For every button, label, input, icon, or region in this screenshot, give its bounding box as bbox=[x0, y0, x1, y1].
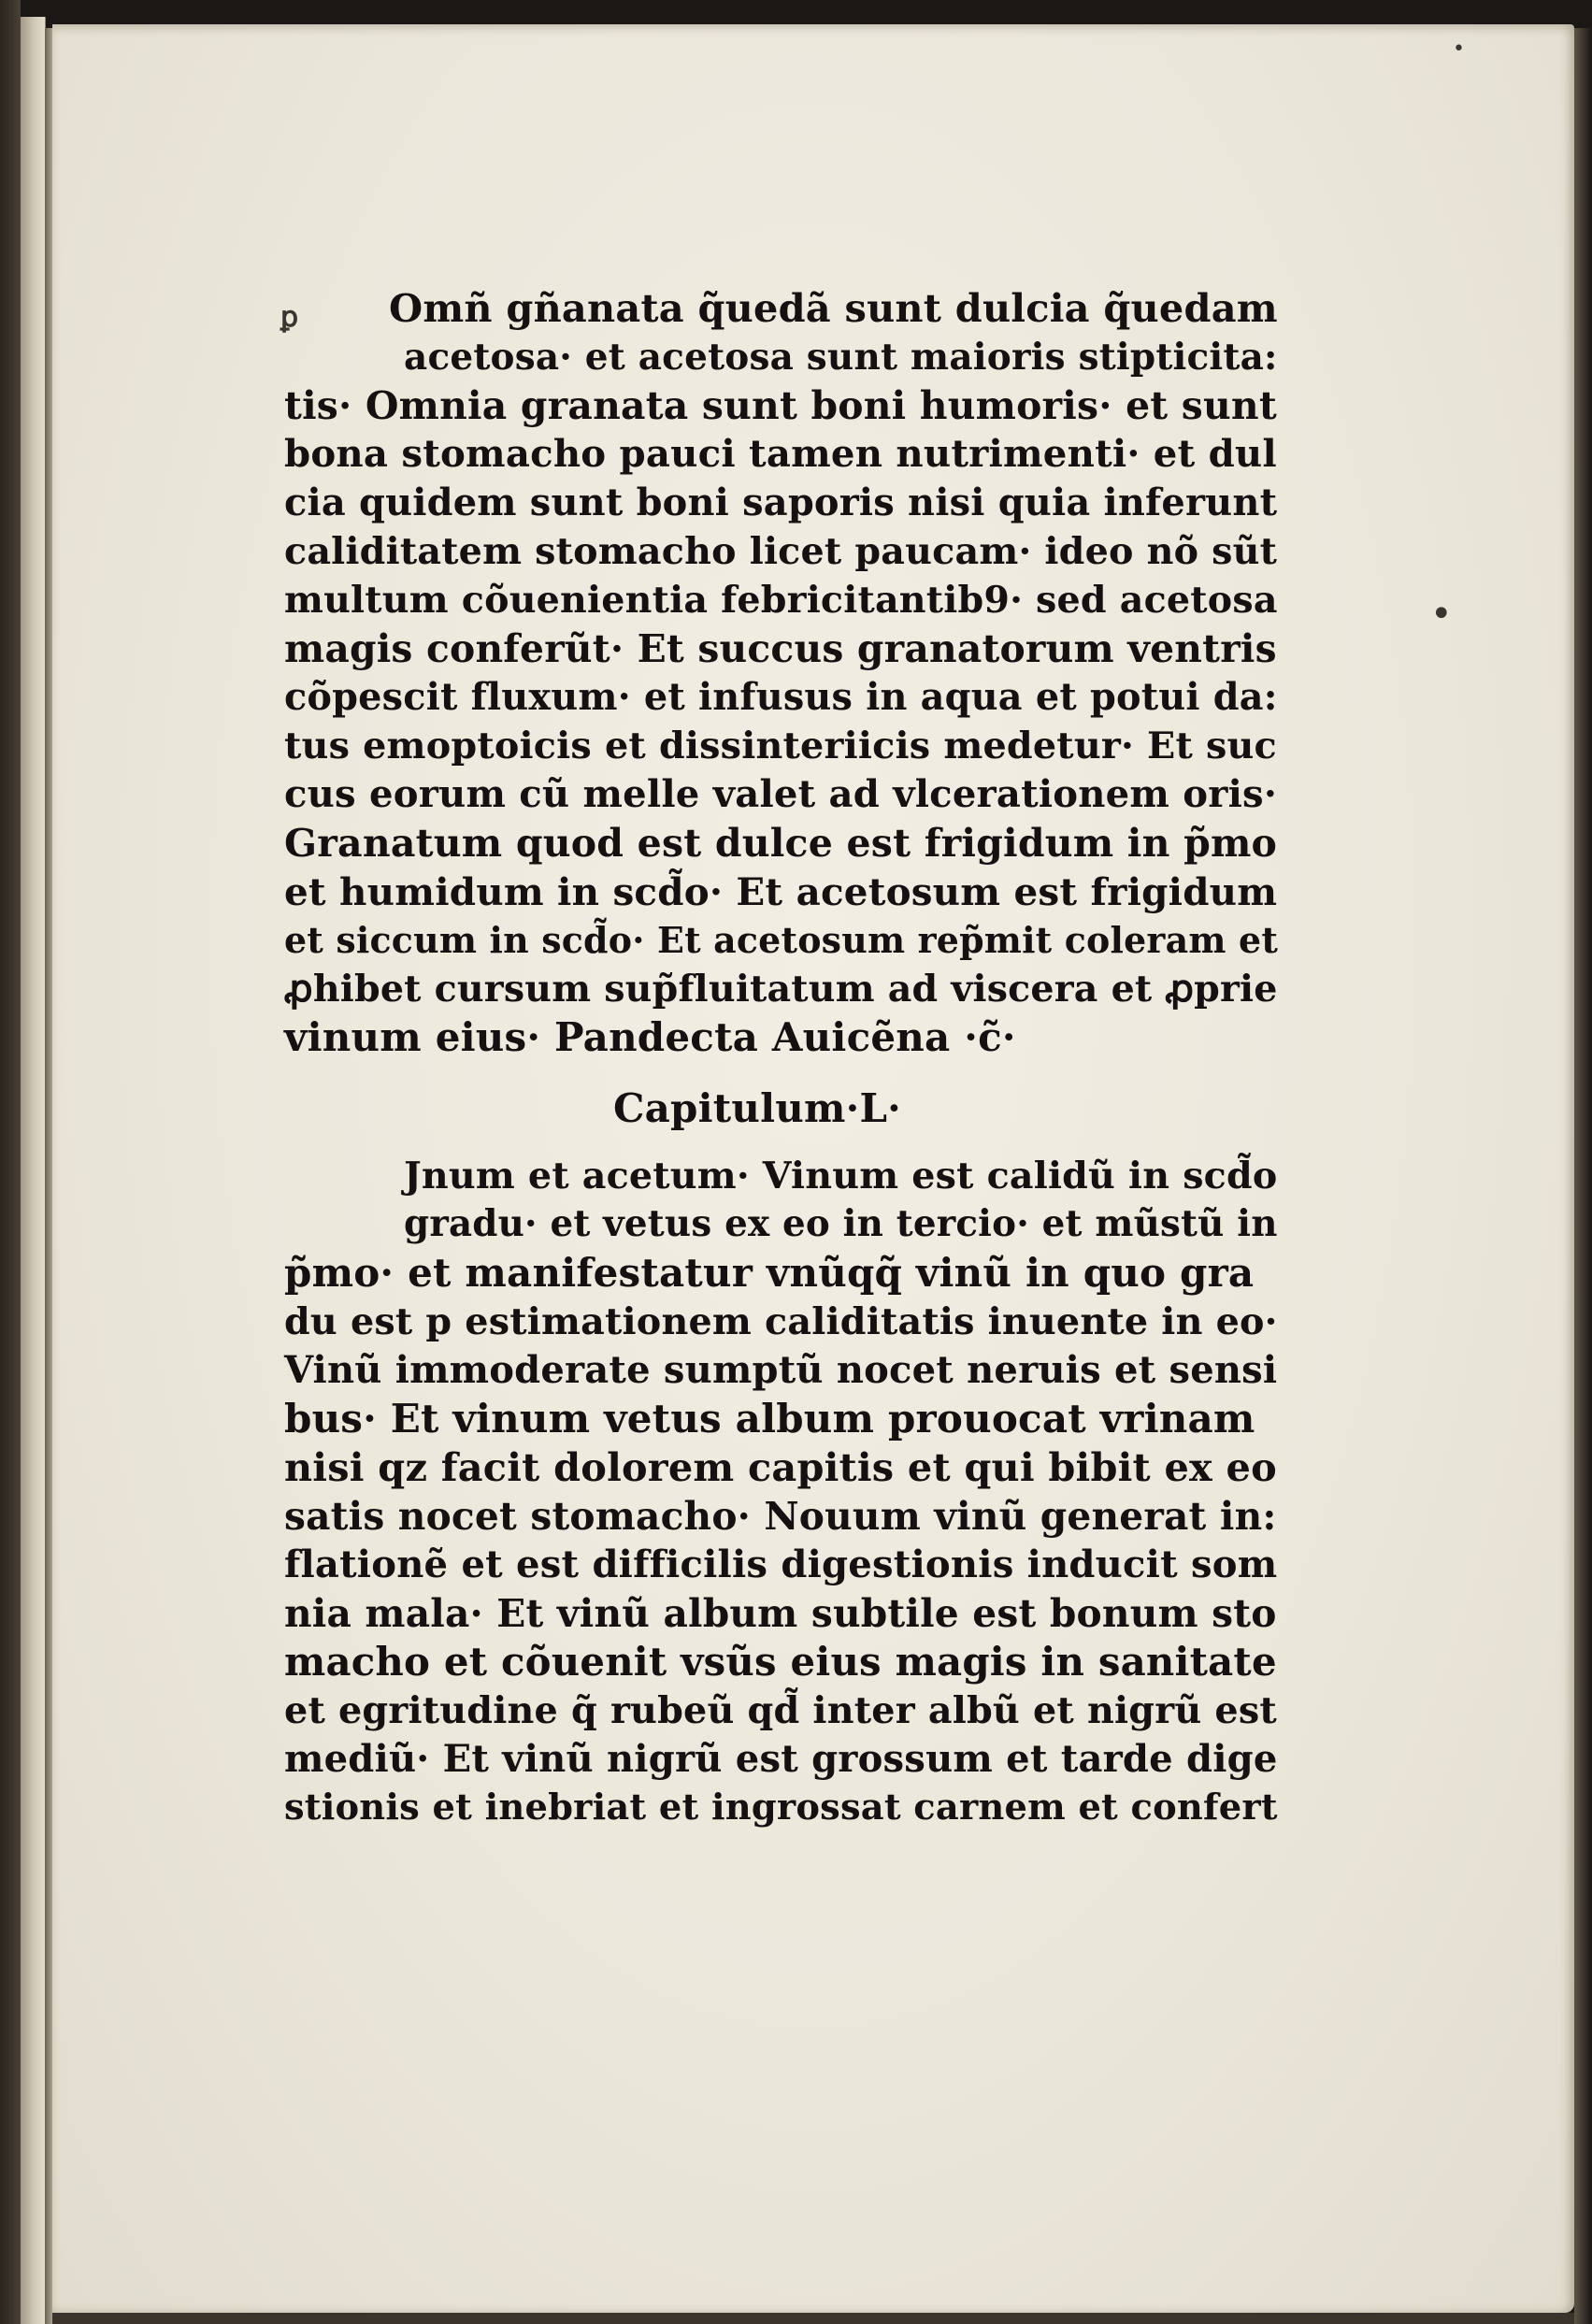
text-line: cõpescit fluxum· et infusus in aqua et potui da: bbox=[284, 676, 1278, 719]
text-line: ꝓhibet cursum sup̃fluitatum ad viscera et ꝓprie bbox=[284, 968, 1278, 1011]
text-line: nia mala· Et vinũ album subtile est bonum sto bbox=[284, 1591, 1277, 1636]
text-line: flationẽ et est difficilis digestionis inducit som bbox=[284, 1542, 1278, 1586]
book-binding bbox=[0, 0, 21, 2324]
text-line: caliditatem stomacho licet paucam· ideo nõ sũt bbox=[284, 530, 1278, 573]
text-line: tis· Omnia granata sunt boni humoris· et sunt bbox=[284, 383, 1277, 428]
text-line: satis nocet stomacho· Nouum vinũ generat in: bbox=[284, 1494, 1277, 1539]
guide-letter-mark: ꝑ bbox=[280, 301, 299, 334]
text-line: gradu· et vetus ex eo in tercio· et mũstũ in bbox=[404, 1203, 1278, 1245]
text-line: vinum eius· Pandecta Auicẽna ·c̃· bbox=[284, 1014, 1016, 1060]
text-line: Omñ gñanata q̃uedã sunt dulcia q̃uedam bbox=[389, 285, 1278, 331]
text-line: et egritudine q̃ rubeũ qd̃ inter albũ et nigrũ est bbox=[284, 1689, 1277, 1732]
margin-dot-2: • bbox=[1453, 37, 1465, 61]
text-line: Granatum quod est dulce est frigidum in p̃mo bbox=[284, 820, 1278, 866]
text-line: tus emoptoicis et dissinteriicis medetur· Et suc bbox=[284, 724, 1277, 767]
page-bottom-edge bbox=[52, 2313, 1574, 2324]
chapter-heading: Capitulum·L· bbox=[613, 1085, 902, 1131]
text-line: acetosa· et acetosa sunt maioris stipticita: bbox=[404, 336, 1278, 379]
text-line: mediũ· Et vinũ nigrũ est grossum et tarde dige bbox=[284, 1737, 1278, 1781]
text-line: stionis et inebriat et ingrossat carnem et confert bbox=[284, 1786, 1278, 1829]
text-line: p̃mo· et manifestatur vnũqq̃ vinũ in quo gra bbox=[284, 1250, 1255, 1296]
text-line: bus· Et vinum vetus album prouocat vrinam bbox=[284, 1396, 1255, 1442]
text-line: bona stomacho pauci tamen nutrimenti· et dul bbox=[284, 432, 1277, 476]
text-line: macho et cõuenit vsũs eius magis in sanitate bbox=[284, 1639, 1277, 1685]
text-line: Jnum et acetum· Vinum est calidũ in scd̃o bbox=[404, 1155, 1278, 1198]
page-right-edge bbox=[1574, 28, 1592, 2324]
text-line: multum cõuenientia febricitantib9· sed acetosa bbox=[284, 579, 1278, 622]
text-line: nisi qz facit dolorem capitis et qui bibit ex eo bbox=[284, 1444, 1277, 1490]
text-line: cus eorum cũ melle valet ad vlcerationem oris· bbox=[284, 772, 1277, 816]
text-line: du est p estimationem caliditatis inuente in eo· bbox=[284, 1300, 1278, 1343]
text-line: magis conferũt· Et succus granatorum ventris bbox=[284, 626, 1277, 671]
facing-page-edge bbox=[21, 17, 46, 2324]
text-line: Vinũ immoderate sumptũ nocet neruis et sensi bbox=[284, 1348, 1278, 1392]
text-line: et humidum in scd̃o· Et acetosum est frigidum bbox=[284, 869, 1278, 914]
text-line: cia quidem sunt boni saporis nisi quia inferunt bbox=[284, 481, 1278, 524]
text-line: et siccum in scd̃o· Et acetosum rep̃mit coleram et bbox=[284, 919, 1279, 961]
margin-dot-1: • bbox=[1430, 593, 1453, 636]
